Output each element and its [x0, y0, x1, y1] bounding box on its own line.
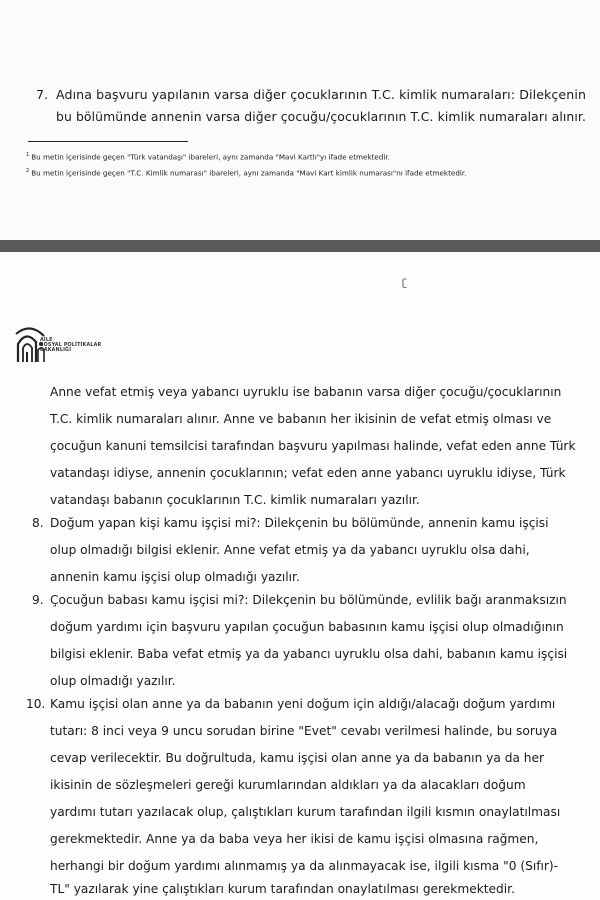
item-10-line-7: herhangi bir doğum yardımı alınmamış ya da alınmayacak ise, ilgili kısma "0 (Sıfır)-: [50, 859, 559, 873]
intro-line-4: vatandaşı idiyse, annenin çocuklarının; vefat eden anne yabancı uyruklu idiyse, Türk: [50, 466, 566, 480]
footnote-1: [26, 152, 390, 161]
item-7-number: 7.: [36, 87, 49, 102]
logo-text: [40, 338, 101, 354]
item-7-line-1: Adına başvuru yapılanın varsa diğer çocuklarının T.C. kimlik numaraları: Dilekçenin: [56, 87, 587, 102]
intro-line-2: T.C. kimlik numaraları alınır. Anne ve babanın her ikisinin de vefat etmiş olması ve: [50, 412, 552, 426]
logo-line-2: SOSYAL POLİTİKALAR: [40, 343, 102, 349]
item-7-line-2: bu bölümünde annenin varsa diğer çocuğu/çocuklarının T.C. kimlik numaraları alınır.: [56, 109, 587, 124]
intro-line-1: Anne vefat etmiş veya yabancı uyruklu ise babanın varsa diğer çocuğu/çocuklarının: [50, 385, 562, 399]
item-10-line-3: cevap verilecektir. Bu doğrultuda, kamu işçisi olan anne ya da babanın ya da her: [50, 751, 545, 765]
footnote-2-text: Bu metin içerisinde geçen "T.C. Kimlik numarası" ibareleri, aynı zamanda "Mavi Kart kimlik numarası"nı ifade etmektedir.: [31, 168, 467, 178]
item-9-line-4: olup olmadığı yazılır.: [50, 674, 176, 688]
intro-line-5: vatandaşı babanın çocuklarının T.C. kimlik numaraları yazılır.: [50, 493, 420, 507]
item-8-line-1: Doğum yapan kişi kamu işçisi mi?: Dilekçenin bu bölümünde, annenin kamu işçisi: [50, 516, 549, 530]
logo-line-3: BAKANLIĞI: [40, 348, 72, 354]
item-9-line-2: doğum yardımı için başvuru yapılan çocuğun babasının kamu işçisi olup olmadığının: [50, 620, 564, 634]
intro-line-3: çocuğun kanuni temsilcisi tarafından başvuru yapılması halinde, vefat eden anne Türk: [50, 439, 576, 453]
footnote-1-text: Bu metin içerisinde geçen "Türk vatandaşı" ibareleri, aynı zamanda "Mavi Kartlı"yı ifade etmektedir.: [31, 152, 390, 162]
footnote-1-marker: 1: [26, 152, 30, 158]
item-10-line-4: ikisinin de sözleşmeleri gereği kurumlarından aldıkları ya da alacakları doğum: [50, 778, 526, 792]
item-10-line-6: gerekmektedir. Anne ya da baba veya her ikisi de kamu işçisi olmasına rağmen,: [50, 832, 539, 846]
footnote-2-marker: 2: [26, 168, 30, 174]
footnote-2: [26, 168, 466, 177]
item-10-line-5: yardımı tutarı yazılacak olup, çalıştıkları kurum tarafından ilgili kısmın onaylatılması: [50, 805, 561, 819]
item-8-line-2: olup olmadığı bilgisi eklenir. Anne vefat etmiş ya da yabancı uyruklu olsa dahi,: [50, 543, 530, 557]
page-separator-bar: [0, 240, 600, 252]
item-8-line-3: annenin kamu işçisi olup olmadığı yazılır.: [50, 570, 300, 584]
logo-line-1: AİLE: [40, 338, 53, 343]
footnote-rule: [28, 141, 188, 142]
item-8-number: 8.: [32, 516, 44, 530]
item-9-line-3: bilgisi eklenir. Baba vefat etmiş ya da yabancı uyruklu olsa dahi, babanın kamu işçisi: [50, 647, 568, 661]
page-mark: ʗ: [402, 278, 408, 289]
item-9-number: 9.: [32, 593, 44, 607]
item-10-line-1: Kamu işçisi olan anne ya da babanın yeni doğum için aldığı/alacağı doğum yardımı: [50, 697, 556, 711]
item-9-line-1: Çocuğun babası kamu işçisi mi?: Dilekçenin bu bölümünde, evlilik bağı aranmaksızın: [50, 593, 567, 607]
item-10-line-8: TL" yazılarak yine çalıştıkları kurum tarafından onaylatılması gerekmektedir.: [50, 882, 515, 896]
item-10-line-2: tutarı: 8 inci veya 9 uncu sorudan birine "Evet" cevabı verilmesi halinde, bu soruya: [50, 724, 558, 738]
item-10-number: 10.: [26, 697, 46, 711]
